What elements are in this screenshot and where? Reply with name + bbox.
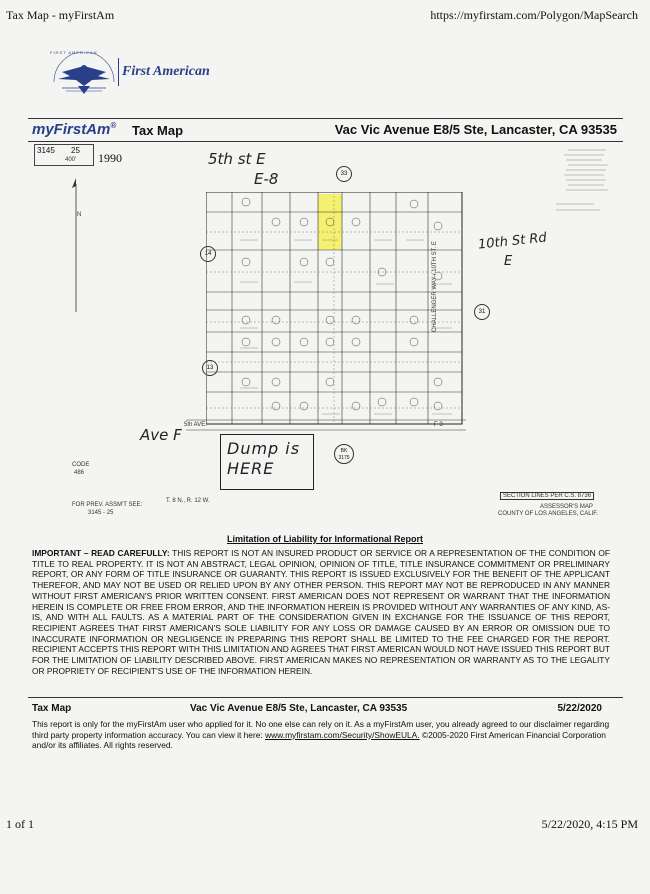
road-label-left: 5th AVE. — [184, 422, 207, 428]
limitation-text: THIS REPORT IS NOT AN INSURED PRODUCT OR SERVICE OR A REPRESENTATION OF THE CONDITION OF TITLE TO REAL PROPERTY. IT IS NOT AN ABSTRACT, LEGAL OPINION, OPINION OF TITLE, TITLE INSURANCE COMMITMENT OR PRELIMINARY REPORT, OR ANY FORM OF TITLE INSURANCE OR GUARANTY. THIS REPORT IS ISSUED EXCLUSIVELY FOR THE BENEFIT OF THE APPLICANT THEREFOR, AND MAY NOT BE USED OR RELIED UPON BY ANY OTHER PERSON. THIS REPORT MAY NOT BE REPRODUCED IN ANY MANNER WITHOUT FIRST AMERICAN'S PRIOR WRITTEN CONSENT. FIRST AMERICAN DOES NOT REPRESENT OR WARRANT THAT THE INFORMATION HEREIN IS COMPLETE OR FREE FROM ERROR, AND THE INFORMATION HEREIN IS PROVIDED WITHOUT ANY WARRANTIES OF ANY KIND, AS-IS, AND WITH ALL FAULTS. AS A MATERIAL PART OF THE CONSIDERATION GIVEN IN EXCHANGE FOR THE ISSUANCE OF THIS REPORT, RECIPIENT AGREES THAT FIRST AMERICAN'S SOLE LIABILITY FOR ANY LOSS OR DAMAGE CAUSED BY AN ERROR OR OMISSION DUE TO INACCURATE INFORMATION OR NEGLIGENCE IN PREPARING THIS REPORT SHALL BE LIMITED TO THE FEE CHARGED FOR THE REPORT. RECIPIENT ACCEPTS THIS REPORT WITH THIS LIMITATION AND AGREES THAT FIRST AMERICAN WOULD NOT HAVE ISSUED THIS REPORT BUT FOR THE LIMITATION OF LIABILITY DESCRIBED ABOVE. FIRST AMERICAN MAKES NO REPRESENTATION OR WARRANTY AS TO THE LEGALITY OR PROPRIETY OF RECIPIENT'S USE OF THE INFORMATION HEREIN. — [32, 548, 610, 676]
county-label: COUNTY OF LOS ANGELES, CALIF. — [498, 511, 598, 517]
print-url: https://myfirstam.com/Polygon/MapSearch — [430, 8, 638, 22]
tax-map — [26, 142, 623, 538]
circle-33: 33 — [336, 166, 352, 182]
print-page-count: 1 of 1 — [6, 817, 34, 831]
report-title: Tax Map — [132, 123, 184, 138]
book-number: 3145 — [37, 146, 55, 155]
brand-name: First American — [122, 64, 210, 79]
handwritten-ave-f: Ave F — [140, 426, 182, 444]
scale-label: 400' — [65, 157, 77, 163]
book-page-box — [34, 144, 94, 166]
limitation-body — [32, 548, 610, 676]
prev-assmt-value: 3145 - 25 — [88, 510, 114, 516]
page-number: 25 — [71, 146, 80, 155]
title-rule-top — [28, 118, 623, 119]
footer-rule — [28, 697, 623, 698]
code-label: CODE — [72, 462, 90, 468]
prev-assmt-label: FOR PREV. ASSM'T SEE: — [72, 502, 143, 508]
bk-circle — [334, 444, 354, 464]
north-arrow-icon — [68, 176, 84, 316]
circle-13: 13 — [202, 360, 218, 376]
road-label-right: F 3 — [434, 422, 443, 428]
parcel-grid — [206, 192, 466, 428]
assessor-map-label: ASSESSOR'S MAP — [540, 504, 593, 510]
footer-disclaimer: This report is only for the myFirstAm user who applied for it. No one else can rely on it. As a myFirstAm user, you already agreed to our disclaimer regarding third party property information accuracy. You can view it here: www.myfirstam.com/Security/ShowEULA. ©2005-2020 First American Financial Corporation and/or its affiliates. All rights reserved. — [32, 719, 610, 751]
circle-14: 14 — [200, 246, 216, 262]
limitation-lead: IMPORTANT – READ CAREFULLY: — [32, 548, 170, 558]
footer-address: Vac Vic Avenue E8/5 Ste, Lancaster, CA 93535 — [190, 703, 408, 714]
handwritten-e: E — [504, 254, 513, 269]
svg-text:N: N — [77, 212, 82, 218]
limitation-title: Limitation of Liability for Informational Report — [227, 534, 423, 544]
footer-title: Tax Map — [32, 703, 72, 714]
road-label-vertical: CHALLENGER WAY / 10TH ST. E — [432, 241, 438, 332]
bk-number: 3175 — [338, 455, 350, 461]
logo-divider — [118, 58, 119, 86]
handwritten-5th-st: 5th st E — [208, 150, 266, 168]
dump-note-box: Dump is HERE — [220, 434, 314, 490]
code-value: 486 — [74, 470, 85, 476]
eagle-logo-icon — [48, 52, 120, 98]
logo-arc-text: FIRST AMERICAN — [50, 50, 98, 55]
app-name: myFirstAm® — [32, 121, 117, 138]
map-year: 1990 — [98, 151, 122, 165]
print-datetime: 5/22/2020, 4:15 PM — [541, 817, 638, 831]
eula-link[interactable]: www.myfirstam.com/Security/ShowEULA. — [265, 729, 420, 740]
township-range: T. 8 N., R. 12 W. — [166, 498, 210, 504]
handwritten-10th-st: 10th St Rd — [477, 230, 548, 253]
section-lines-note: SECTION LINES PER C.S. 8736 — [500, 492, 594, 500]
handwritten-e8: E-8 — [254, 170, 279, 188]
revision-notes — [554, 146, 618, 216]
print-tab-title: Tax Map - myFirstAm — [6, 8, 115, 22]
footer-date: 5/22/2020 — [557, 703, 602, 714]
bk-label: BK — [340, 448, 348, 454]
circle-31: 31 — [474, 304, 490, 320]
report-address: Vac Vic Avenue E8/5 Ste, Lancaster, CA 93535 — [334, 122, 617, 137]
